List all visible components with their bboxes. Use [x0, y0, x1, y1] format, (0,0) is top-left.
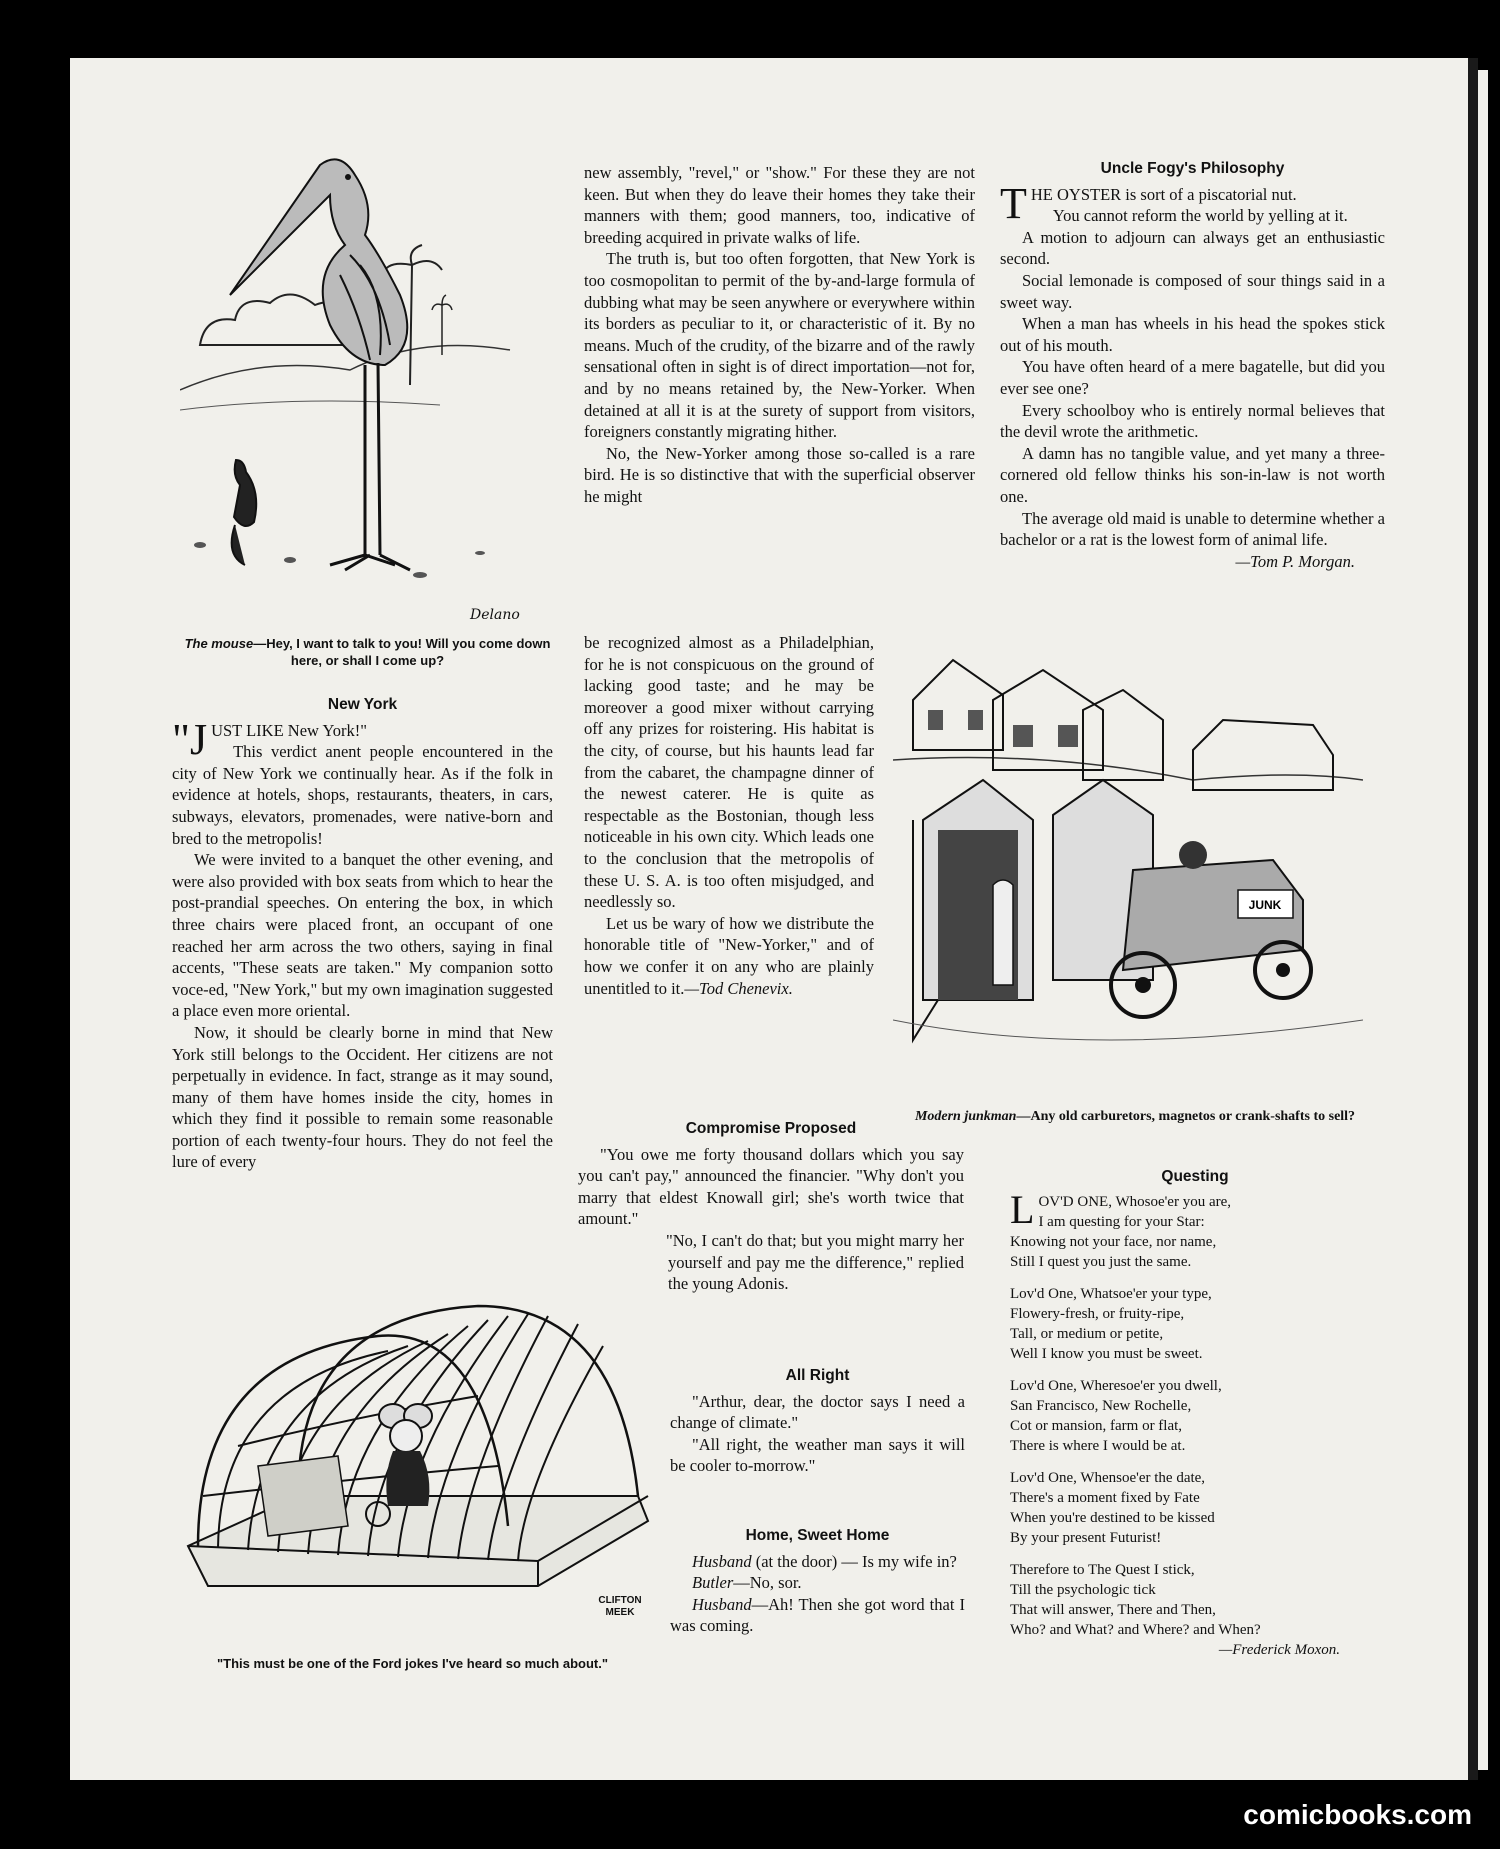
stork-signature: Delano	[470, 607, 520, 623]
questing-stanza-2	[1010, 1284, 1380, 1364]
questing-author: —Frederick Moxon.	[1218, 1641, 1340, 1658]
questing-poem	[1010, 1166, 1380, 1661]
poem-line: That will answer, There and Then,	[1010, 1601, 1216, 1618]
compromise-p1: "You owe me forty thousand dollars which you say you can't pay," announced the financier. "Why don't you marry that eldest Knowall girl; she's worth twice that amount."	[578, 1144, 964, 1229]
junkman-caption-speaker: Modern junkman	[914, 1109, 1017, 1124]
questing-title: Questing	[1161, 1168, 1229, 1185]
poem-line: Tall, or medium or petite,	[1010, 1325, 1164, 1342]
new-york-p1: This verdict anent people encountered in the city of New York we continually hear. As if the folk in evidence at hotels, shops, restaurants, theaters, in cars, subways, elevators, promenades, were native-born and bred to the metropolis!	[172, 742, 553, 848]
poem-line: Lov'd One, Whatsoe'er your type,	[1010, 1285, 1212, 1302]
cage-illustration	[178, 1296, 658, 1648]
questing-stanza-4	[1010, 1468, 1380, 1548]
cage-signature: CLIFTON MEEK	[598, 1595, 642, 1618]
poem-line: Knowing not your face, nor name,	[1010, 1233, 1217, 1250]
home-l1-speaker: Husband	[692, 1551, 752, 1571]
uncle-fogy-line: A damn has no tangible value, and yet many a three-cornered old fellow thinks his son-in-law is not worth one.	[1000, 443, 1385, 506]
page-spine	[1468, 58, 1478, 1780]
stork-illustration	[180, 155, 575, 635]
uncle-fogy-first: HE OYSTER is sort of a piscatorial nut.	[1030, 184, 1297, 204]
uncle-fogy-title: Uncle Fogy's Philosophy	[1100, 160, 1285, 177]
stork-caption-text: —Hey, I want to talk to you! Will you come down here, or shall I come up?	[253, 636, 551, 668]
poem-line: Lov'd One, Wheresoe'er you dwell,	[1010, 1377, 1222, 1394]
junkman-illustration	[893, 640, 1363, 1090]
poem-line: Who? and What? and Where? and When?	[1010, 1621, 1261, 1638]
questing-stanza-3	[1010, 1376, 1380, 1456]
poem-line: Lov'd One, Whensoe'er the date,	[1010, 1469, 1206, 1486]
uncle-fogy-article	[1000, 158, 1385, 572]
new-york-drop-cap: "J	[172, 714, 208, 764]
cage-caption: "This must be one of the Ford jokes I've heard so much about."	[216, 1656, 609, 1671]
poem-line: Flowery-fresh, or fruity-ripe,	[1010, 1305, 1185, 1322]
poem-line: San Francisco, New Rochelle,	[1010, 1397, 1192, 1414]
new-york-p6b: be recognized almost as a Philadelphian, for he is not conspicuous on the ground of lacking good taste; and he may be moreover a good mixer without carrying off any prizes for roistering. His habitat is the city, of course, but his haunts lead far from the cabaret, the champagne dinner of the newest caterer. He is quite as respectable as the Bostonian, though less noticeable in his own city. Which leads one to the conclusion that the metropolis of these U. S. A. is too often misjudged, and needlessly so.	[584, 633, 874, 912]
junkman-caption	[905, 1108, 1365, 1125]
uncle-fogy-line: You have often heard of a mere bagatelle, but did you ever see one?	[1000, 357, 1385, 398]
uncle-fogy-line: The average old maid is unable to determine whether a bachelor or a rat is the lowest form of animal life.	[1000, 508, 1385, 550]
poem-line: Well I know you must be sweet.	[1010, 1345, 1203, 1362]
junkman-caption-text: —Any old carburetors, magnetos or crank-shafts to sell?	[1016, 1109, 1356, 1124]
uncle-fogy-drop-cap: T	[1000, 178, 1027, 228]
compromise-title: Compromise Proposed	[685, 1120, 857, 1137]
poem-line: I am questing for your Star:	[1038, 1213, 1205, 1230]
new-york-author: —Tod Chenevix.	[684, 978, 793, 998]
questing-stanza-1	[1010, 1186, 1380, 1272]
poem-line: OV'D ONE, Whosoe'er you are,	[1038, 1193, 1232, 1210]
new-york-title: New York	[327, 696, 398, 713]
new-york-column-1	[172, 694, 553, 1173]
new-york-p5: The truth is, but too often forgotten, that New York is too cosmopolitan to permit of the by-and-large formula of dubbing what may be seen anywhere or everywhere within its borders as peculiar to it, or characteristic of it. By no means. Much of the crudity, of the bizarre and of the rawly sensational often in sight is of direct importation—not for, and by no means retained by, the New-Yorker. When detained at all it is at the surety of support from visitors, foreigners constantly migrating hither.	[584, 249, 975, 442]
poem-line: Therefore to The Quest I stick,	[1010, 1561, 1195, 1578]
compromise-article	[578, 1118, 964, 1295]
home-l3-speaker: Husband	[692, 1594, 752, 1614]
poem-line: Still I quest you just the same.	[1010, 1253, 1192, 1270]
home-l2-speaker: Butler	[692, 1573, 734, 1593]
all-right-p2: "All right, the weather man says it will be cooler to-morrow."	[670, 1434, 965, 1476]
poem-line: There's a moment fixed by Fate	[1010, 1489, 1200, 1506]
compromise-p2: "No, I can't do that; but you might marry her yourself and pay me the difference," replied the young Adonis.	[666, 1230, 964, 1294]
new-york-column-2b	[584, 632, 874, 999]
poem-line: By your present Futurist!	[1010, 1529, 1162, 1546]
uncle-fogy-line: Social lemonade is composed of sour things said in a sweet way.	[1000, 270, 1385, 312]
home-sweet-home-article	[670, 1525, 965, 1637]
all-right-title: All Right	[785, 1367, 850, 1384]
poem-line: Cot or mansion, farm or flat,	[1010, 1417, 1183, 1434]
new-york-p6a: No, the New-Yorker among those so-called is a rare bird. He is so distinctive that with the superficial observer he might	[584, 443, 975, 506]
poem-line: When you're destined to be kissed	[1010, 1509, 1215, 1526]
home-l3-text: —Ah! Then she got word that I was coming.	[670, 1594, 965, 1636]
home-l1-text: (at the door) — Is my wife in?	[751, 1551, 957, 1571]
new-york-p7: Let us be wary of how we distribute the honorable title of "New-Yorker," and of how we confer it on any who are plainly unentitled to it.	[584, 913, 874, 998]
poem-line: There is where I would be at.	[1010, 1437, 1186, 1454]
watermark-footer: comicbooks.com	[1243, 1799, 1472, 1830]
all-right-article	[670, 1365, 965, 1477]
stork-caption	[170, 635, 565, 669]
uncle-fogy-line: A motion to adjourn can always get an enthusiastic second.	[1000, 227, 1385, 269]
uncle-fogy-line: When a man has wheels in his head the spokes stick out of his mouth.	[1000, 314, 1385, 355]
home-title: Home, Sweet Home	[745, 1527, 890, 1544]
questing-drop-cap: L	[1010, 1186, 1035, 1232]
new-york-p3: Now, it should be clearly borne in mind that New York still belongs to the Occident. Her citizens are not perpetually in evidence. In fact, strange as it may sound, many of them have homes inside the city, homes in which they find it possible to remain some reasonable portion of each twenty-four hours. They do not feel the lure of every	[172, 1022, 553, 1172]
junk-sign: JUNK	[1248, 898, 1282, 912]
stork-caption-speaker: The mouse	[184, 636, 254, 651]
uncle-fogy-line: You cannot reform the world by yelling at it.	[1052, 206, 1348, 226]
new-york-p2: We were invited to a banquet the other evening, and were also provided with box seats from which to hear the post-prandial speeches. On entering the box, in which three chairs were placed front, an occupant of one reached her arm across the two others, saying in final accents, "These seats are taken." My companion sotto voce-ed, "New York," but my own imagination suggested a place even more oriental.	[172, 850, 553, 1021]
poem-line: Till the psychologic tick	[1010, 1581, 1156, 1598]
all-right-p1: "Arthur, dear, the doctor says I need a change of climate."	[670, 1391, 965, 1433]
questing-stanza-5	[1010, 1560, 1380, 1640]
next-page-edge	[1478, 70, 1488, 1770]
new-york-p4: new assembly, "revel," or "show." For these they are not keen. But when they do leave their homes they take their manners with them; good manners, too, indicative of breeding acquired in private walks of life.	[584, 163, 975, 247]
uncle-fogy-author: —Tom P. Morgan.	[1235, 551, 1355, 571]
uncle-fogy-line: Every schoolboy who is entirely normal believes that the devil wrote the arithmetic.	[1000, 400, 1385, 442]
home-l2-text: —No, sor.	[733, 1573, 802, 1593]
new-york-column-2	[584, 162, 975, 508]
new-york-opening: UST LIKE New York!"	[211, 720, 367, 740]
